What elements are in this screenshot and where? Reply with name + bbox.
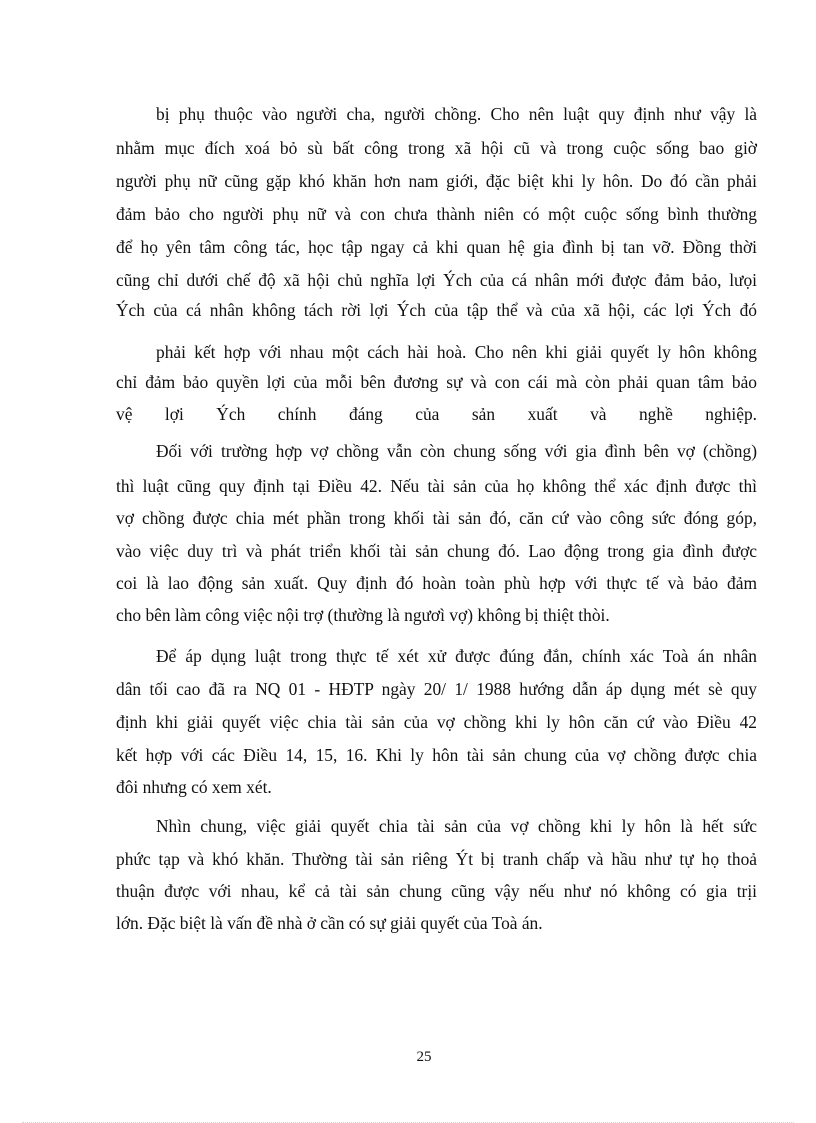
paragraph-1-line-1: bị phụ thuộc vào người cha, người chồng. Cho nên luật quy định như vậy là — [156, 104, 757, 124]
paragraph-3-line-3: vợ chồng được chia mét phần trong khối tài sản đó, căn cứ vào công sức đóng góp, — [116, 508, 757, 528]
paragraph-1-line-3: người phụ nữ cũng gặp khó khăn hơn nam giới, đặc biệt khi ly hôn. Do đó cần phải — [116, 171, 757, 191]
paragraph-3-line-1: Đối với trường hợp vợ chồng vẫn còn chung sống với gia đình bên vợ (chồng) — [156, 441, 757, 461]
paragraph-5-line-4: lớn. Đặc biệt là vấn đề nhà ở cần có sự giải quyết của Toà án. — [116, 913, 543, 933]
paragraph-1-line-4: đảm bảo cho người phụ nữ và con chưa thành niên có một cuộc sống bình thường — [116, 204, 757, 224]
paragraph-4-line-1: Để áp dụng luật trong thực tế xét xử được đúng đắn, chính xác Toà án nhân — [156, 646, 757, 666]
paragraph-1-line-6: cũng chỉ dưới chế độ xã hội chủ nghĩa lợi Ých của cá nhân mới được đảm bảo, lưọi — [116, 270, 757, 290]
paragraph-5-line-3: thuận được với nhau, kể cả tài sản chung cũng vậy nếu như nó không có gia trịi — [116, 881, 757, 901]
paragraph-3-line-6: cho bên làm công việc nội trợ (thường là ngươì vợ) không bị thiệt thòi. — [116, 605, 610, 625]
paragraph-2-line-2: chỉ đảm bảo quyền lợi của mỗi bên đương sự và con cái mà còn phải quan tâm bảo — [116, 372, 757, 392]
paragraph-4-line-4: kết hợp với các Điều 14, 15, 16. Khi ly hôn tài sản chung của vợ chồng được chia — [116, 745, 757, 765]
paragraph-4-line-5: đôi nhưng có xem xét. — [116, 777, 272, 797]
paragraph-1-line-2: nhằm mục đích xoá bỏ sù bất công trong xã hội cũ và trong cuộc sống bao giờ — [116, 138, 757, 158]
paragraph-3-line-2: thì luật cũng quy định tại Điều 42. Nếu tài sản của họ không thể xác định được thì — [116, 476, 757, 496]
paragraph-4-line-2: dân tối cao đã ra NQ 01 - HĐTP ngày 20/ 1/ 1988 hướng dẫn áp dụng mét sè quy — [116, 679, 757, 699]
paragraph-3-line-5: coi là lao động sản xuất. Quy định đó hoàn toàn phù hợp với thực tế và bảo đảm — [116, 573, 757, 593]
paragraph-5-line-2: phức tạp và khó khăn. Thường tài sản riêng Ýt bị tranh chấp và hầu như tự họ thoả — [116, 849, 757, 869]
paragraph-5-line-1: Nhìn chung, việc giải quyết chia tài sản của vợ chồng khi ly hôn là hết sức — [156, 816, 757, 836]
paragraph-2-line-3: vệ lợi Ých chính đáng của sản xuất và nghề nghiệp. — [116, 404, 757, 424]
paragraph-3-line-4: vào việc duy trì và phát triển khối tài sản chung đó. Lao động trong gia đình được — [116, 541, 757, 561]
paragraph-2-line-1: phải kết hợp với nhau một cách hài hoà. Cho nên khi giải quyết ly hôn không — [156, 342, 757, 362]
paragraph-1-line-5: để họ yên tâm công tác, học tập ngay cả khi quan hệ gia đình bị tan vỡ. Đồng thời — [116, 237, 757, 257]
page-number: 25 — [416, 1049, 432, 1065]
paragraph-1-line-7: Ých của cá nhân không tách rời lợi Ých của tập thể và của xã hội, các lợi Ých đó — [116, 300, 757, 320]
paragraph-4-line-3: định khi giải quyết việc chia tài sản của vợ chồng khi ly hôn căn cứ vào Điều 42 — [116, 712, 757, 732]
